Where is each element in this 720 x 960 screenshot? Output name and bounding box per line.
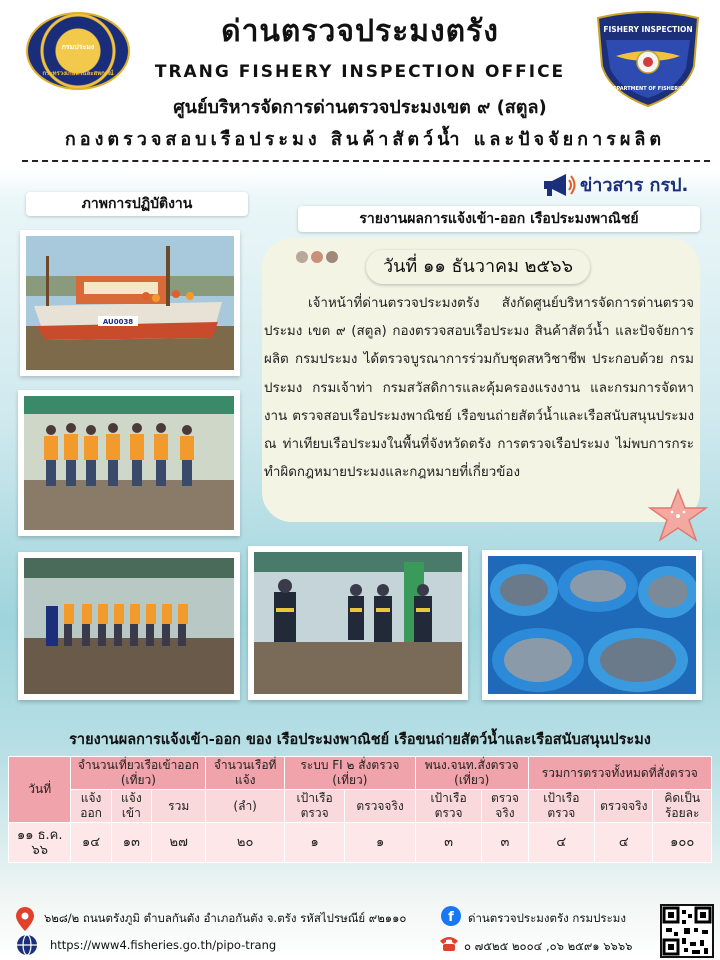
division-subtitle: กองตรวจสอบเรือประมง สินค้าสัตว์น้ำ และปัจจัยการผลิต [64, 129, 666, 150]
location-pin-icon [14, 906, 36, 932]
sub-pnc-actual: ตรวจจริง [482, 790, 528, 823]
sub-tot-actual: ตรวจจริง [595, 790, 653, 823]
cell-percent: ๑๐๐ [653, 823, 712, 863]
cell-fi-target: ๑ [284, 823, 344, 863]
sub-tot-target: เป้าเรือตรวจ [528, 790, 594, 823]
sub-sum: รวม [152, 790, 206, 823]
col-date: วันที่ [9, 757, 71, 823]
col-trips: จำนวนเที่ยวเรือเข้าออก (เที่ยว) [71, 757, 206, 790]
sub-in: แจ้งเข้า [111, 790, 151, 823]
sub-percent: คิดเป็นร้อยละ [653, 790, 712, 823]
seal-top-text: กรมประมง [61, 43, 95, 51]
footer-facebook[interactable]: ด่านตรวจประมงตรัง กรมประมง [468, 911, 626, 925]
photo-fish-buckets [482, 550, 702, 700]
table-header-row [9, 757, 712, 790]
report-label: รายงานผลการแจ้งเข้า-ออก เรือประมงพาณิชย์ [298, 206, 700, 232]
sub-out: แจ้งออก [71, 790, 111, 823]
sub-unit: (ลำ) [206, 790, 285, 823]
seal-bottom-text: กระทรวงเกษตรและสหกรณ์ [42, 70, 114, 77]
activities-label: ภาพการปฏิบัติงาน [26, 192, 248, 216]
cell-pnc-target: ๓ [415, 823, 481, 863]
cell-fi-actual: ๑ [345, 823, 416, 863]
globe-icon [16, 934, 38, 956]
megaphone-icon [540, 172, 576, 198]
footer-address: ๖๒๘/๒ ถนนตรังภูมิ ตำบลกันตัง อำเภอกันตัง จ.ตรัง รหัสไปรษณีย์ ๙๒๑๑๐ [44, 911, 407, 925]
decor-dot [326, 251, 338, 263]
phone-icon [438, 934, 460, 952]
facebook-icon[interactable] [440, 905, 462, 927]
office-title-english: TRANG FISHERY INSPECTION OFFICE [154, 62, 566, 82]
photo-fishing-boat [20, 230, 240, 376]
badge-top-text: FISHERY INSPECTION [603, 25, 693, 34]
header-divider [22, 160, 710, 162]
footer-website-link[interactable]: https://www4.fisheries.go.th/pipo-trang [50, 938, 277, 952]
cell-pnc-actual: ๓ [482, 823, 528, 863]
decor-dots [296, 248, 341, 267]
report-table [8, 756, 712, 863]
footer-phone: ๐ ๗๕๒๕ ๒๐๐๔ ,๐๖ ๒๕๙๑ ๖๖๖๖ [464, 939, 633, 953]
photo-crew-lineup [18, 390, 240, 536]
cell-date: ๑๑ ธ.ค. ๖๖ [9, 823, 71, 863]
starfish-icon [648, 488, 708, 542]
table-row [9, 823, 712, 863]
boat-registration: AU0038 [102, 318, 134, 326]
svg-text:f: f [448, 910, 454, 925]
col-boats: จำนวนเรือที่แจ้ง [206, 757, 285, 790]
office-title-thai: ด่านตรวจประมงตรัง [221, 14, 499, 49]
table-subheader-row [9, 790, 712, 823]
sub-fi-actual: ตรวจจริง [345, 790, 416, 823]
news-body-text: เจ้าหน้าที่ด่านตรวจประมงตรัง สังกัดศูนย์บริหารจัดการด่านตรวจประมง เขต ๙ (สตูล) กองตรวจสอบเรือประมง สินค้าสัตว์น้ำ และปัจจัยการผลิต กรมประมง ได้ตรวจบูรณาการร่วมกับชุดสหวิชาชีพ ประกอบด้วย กรมประมง กรมเจ้าท่า กรมสวัสดิการและคุ้มครองแรงงาน และกรมการจัดหางาน ตรวจสอบเรือประมงพาณิชย์ เรือขนถ่ายสัตว์น้ำและเรือสนับสนุนประมง ณ ท่าเทียบเรือประมงในพื้นที่จังหวัดตรัง การตรวจเรือประมง ไม่พบการกระทำผิดกฎหมายประมงและกฎหมายที่เกี่ยวข้อง [264, 296, 694, 481]
center-subtitle: ศูนย์บริหารจัดการด่านตรวจประมงเขต ๙ (สตูล) [173, 97, 547, 118]
photo-officers-dock [248, 546, 468, 700]
sub-pnc-target: เป้าเรือตรวจ [415, 790, 481, 823]
department-of-fisheries-seal [26, 12, 130, 90]
cell-out: ๑๔ [71, 823, 111, 863]
col-total: รวมการตรวจทั้งหมดที่สั่งตรวจ [528, 757, 711, 790]
sub-fi-target: เป้าเรือตรวจ [284, 790, 344, 823]
cell-sum: ๒๗ [152, 823, 206, 863]
col-fi: ระบบ FI ๒ สั่งตรวจ (เที่ยว) [284, 757, 415, 790]
qr-code-icon[interactable] [660, 904, 714, 958]
cell-tot-actual: ๔ [595, 823, 653, 863]
table-title: รายงานผลการแจ้งเข้า-ออก ของ เรือประมงพาณิชย์ เรือขนถ่ายสัตว์น้ำและเรือสนับสนุนประมง [69, 732, 651, 748]
cell-boats: ๒๐ [206, 823, 285, 863]
news-label: ข่าวสาร กรป. [580, 175, 689, 196]
badge-bottom-text: DEPARTMENT OF FISHERIES [608, 86, 688, 92]
report-date: วันที่ ๑๑ ธันวาคม ๒๕๖๖ [366, 250, 590, 284]
cell-tot-target: ๔ [528, 823, 594, 863]
decor-dot [296, 251, 308, 263]
news-tag [540, 168, 710, 200]
news-body [264, 290, 694, 487]
photo-group-inspection [18, 552, 240, 700]
col-pnc: พนง.จนท.สั่งตรวจ (เที่ยว) [415, 757, 528, 790]
cell-in: ๑๓ [111, 823, 151, 863]
decor-dot [311, 251, 323, 263]
